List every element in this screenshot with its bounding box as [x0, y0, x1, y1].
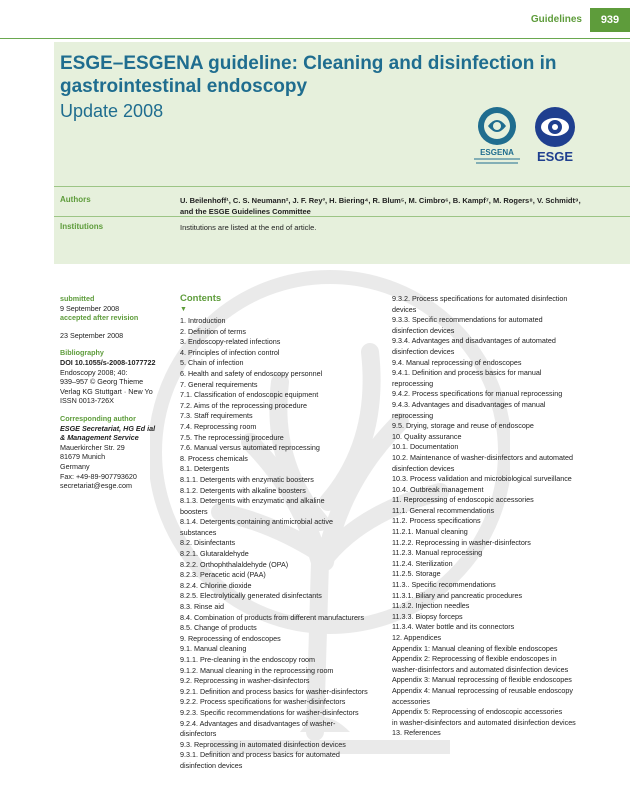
toc-entry[interactable]: 8.2.5. Electrolytically generated disinfectants — [180, 591, 322, 601]
toc-entry[interactable]: 7. General requirements — [180, 379, 258, 389]
toc-entry[interactable]: 9.3. Reprocessing in automated disinfection devices — [180, 739, 346, 749]
toc-entry[interactable]: disinfection devices — [392, 346, 455, 356]
toc-entry[interactable]: washer-disinfectors and automated disinfection devices — [392, 664, 569, 674]
toc-entry[interactable]: 9.3.2. Process specifications for automated disinfection — [392, 294, 568, 303]
toc-entry[interactable]: 11. Reprocessing of endoscopic accessories — [392, 495, 534, 505]
toc-entry[interactable]: 9.2.3. Specific recommendations for washer-disinfectors — [180, 707, 359, 717]
toc-entry[interactable]: 10.3. Process validation and microbiological surveillance — [392, 474, 572, 484]
toc-entry[interactable]: Appendix 5: Reprocessing of endoscopic accessories — [392, 707, 563, 717]
toc-entry[interactable]: 11.2.5. Storage — [392, 569, 441, 579]
submitted-label: submitted — [60, 294, 95, 303]
toc-entry[interactable]: 4. Principles of infection control — [180, 347, 280, 357]
toc-entry[interactable]: Appendix 4: Manual reprocessing of reusable endoscopy — [392, 685, 574, 695]
article-title: ESGE–ESGENA guideline: Cleaning and disinfection in gastrointestinal endoscopy — [60, 53, 557, 97]
toc-entry[interactable]: 11.2.3. Manual reprocessing — [392, 548, 483, 558]
toc-entry[interactable]: 8. Process chemicals — [180, 453, 248, 463]
institutions-text: Institutions are listed at the end of article. — [180, 223, 317, 232]
toc-entry[interactable]: Appendix 2: Reprocessing of flexible endoscopes in — [392, 654, 557, 664]
bibliography-label: Bibliography — [60, 348, 104, 358]
toc-entry[interactable]: 11.2.4. Sterilization — [392, 558, 453, 568]
toc-entry[interactable]: 7.1. Classification of endoscopic equipment — [180, 390, 319, 400]
toc-entry[interactable]: reprocessing — [392, 378, 434, 388]
toc-entry[interactable]: 11.2.1. Manual cleaning — [392, 527, 468, 537]
article-info-column — [60, 294, 172, 491]
toc-entry[interactable]: 3. Endoscopy-related infections — [180, 337, 281, 347]
triangle-down-icon: ▼ — [180, 306, 187, 313]
toc-entry[interactable]: 8.2.4. Chlorine dioxide — [180, 580, 252, 590]
doi: DOI 10.1055/s-2008-1077722 — [60, 357, 156, 367]
toc-entry[interactable]: 9.2.4. Advantages and disadvantages of washer- — [180, 718, 336, 728]
toc-entry[interactable]: 9.2. Reprocessing in washer-disinfectors — [180, 676, 310, 686]
toc-entry[interactable]: accessories — [392, 696, 430, 706]
toc-entry[interactable]: 10. Quality assurance — [392, 431, 462, 441]
toc-entry[interactable]: 13. References — [392, 728, 441, 738]
toc-entry[interactable]: 9.4.2. Process specifications for manual reprocessing — [392, 389, 563, 399]
toc-entry[interactable]: 11.3.2. Injection needles — [392, 601, 470, 611]
toc-entry[interactable]: 9.2.2. Process specifications for washer-disinfectors — [180, 697, 346, 707]
toc-entry[interactable]: 8.2.2. Orthophthalaldehyde (OPA) — [180, 559, 289, 569]
authors-line-2: and the ESGE Guidelines Committee — [180, 207, 311, 216]
toc-entry[interactable]: substances — [180, 527, 217, 537]
toc-entry[interactable]: 9.1.2. Manual cleaning in the reprocessing room — [180, 665, 334, 675]
toc-entry[interactable]: 11.3.4. Water bottle and its connectors — [392, 622, 515, 632]
toc-entry[interactable]: 9.3.1. Definition and process basics for automated — [180, 750, 340, 760]
page-number: 939 — [590, 8, 630, 32]
toc-entry[interactable]: 12. Appendices — [392, 633, 442, 642]
toc-entry[interactable]: Appendix 1: Manual cleaning of flexible endoscopes — [392, 643, 558, 653]
toc-entry[interactable]: 9.1.1. Pre-cleaning in the endoscopy room — [180, 655, 316, 664]
toc-entry[interactable]: 9.4. Manual reprocessing of endoscopes — [392, 357, 522, 367]
esge-logo-text: ESGE — [536, 149, 574, 164]
authors-divider — [54, 186, 630, 187]
toc-entry[interactable]: 9.3.3. Specific recommendations for automated — [392, 315, 543, 325]
toc-entry[interactable]: disinfectors — [180, 729, 217, 739]
corresponding-label: Corresponding author — [60, 413, 136, 423]
toc-entry[interactable]: 10.1. Documentation — [392, 442, 459, 452]
authors-label: Authors — [60, 195, 91, 204]
toc-entry[interactable]: disinfection devices — [392, 325, 455, 335]
toc-entry[interactable]: 11.3.3. Biopsy forceps — [392, 611, 463, 621]
toc-entry[interactable]: 8.1. Detergents — [180, 464, 230, 474]
authors-list — [180, 195, 600, 217]
toc-entry[interactable]: 9. Reprocessing of endoscopes — [180, 633, 281, 643]
fax: Fax: +49-89-907793620 — [60, 471, 137, 481]
accepted-date: 23 September 2008 — [60, 330, 124, 340]
toc-entry[interactable]: devices — [392, 304, 417, 314]
toc-entry[interactable]: 8.1.2. Detergents with alkaline boosters — [180, 485, 306, 495]
corresponding-org-1: ESGE Secretariat, HG Ed ial — [60, 423, 156, 433]
toc-entry[interactable]: 7.4. Reprocessing room — [180, 421, 257, 431]
toc-entry[interactable]: disinfection devices — [180, 760, 243, 770]
journal-citation: Endoscopy 2008; 40: — [60, 367, 128, 377]
toc-entry[interactable]: 11.1. General recommendations — [392, 505, 495, 515]
institutions-label: Institutions — [60, 222, 104, 231]
authors-line-1: U. Beilenhoff¹, C. S. Neumann², J. F. Rey³, H. Biering⁴, R. Blum⁵, M. Cimbro⁶, B. Kampf⁷, M. Rogers⁸, V. Schmidt⁹, — [180, 196, 581, 205]
toc-entry[interactable]: 8.5. Change of products — [180, 623, 257, 633]
contents-column-2 — [392, 294, 592, 739]
toc-entry[interactable]: 8.4. Combination of products from different manufacturers — [180, 612, 365, 622]
toc-entry[interactable]: Appendix 3: Manual reprocessing of flexible endoscopes — [392, 675, 572, 685]
toc-entry[interactable]: 7.5. The reprocessing procedure — [180, 432, 284, 442]
address-country: Germany — [60, 461, 90, 471]
toc-entry[interactable]: 8.3. Rinse aid — [180, 602, 224, 612]
toc-entry[interactable]: 7.2. Aims of the reprocessing procedure — [180, 400, 308, 410]
section-label: Guidelines — [530, 14, 582, 25]
toc-entry[interactable]: in washer-disinfectors and automated disinfection devices — [392, 717, 576, 727]
toc-entry[interactable]: 8.1.3. Detergents with enzymatic and alkaline — [180, 496, 325, 506]
page-range: 939–957 © Georg Thieme — [60, 377, 144, 387]
email-link[interactable]: secretariat@esge.com — [60, 481, 133, 491]
toc-entry[interactable]: 8.1.1. Detergents with enzymatic boosters — [180, 474, 314, 484]
toc-entry[interactable]: 8.2.3. Peracetic acid (PAA) — [180, 570, 266, 580]
issn: ISSN 0013-726X — [60, 396, 114, 406]
page-header — [0, 0, 630, 38]
toc-entry[interactable]: 9.4.1. Definition and process basics for manual — [392, 368, 542, 378]
toc-entry[interactable]: 9.1. Manual cleaning — [180, 644, 247, 654]
toc-entry[interactable]: 7.3. Staff requirements — [180, 411, 253, 421]
address-street: Mauerkircher Str. 29 — [60, 442, 125, 452]
toc-entry[interactable]: disinfection devices — [392, 463, 455, 473]
toc-entry[interactable]: 8.2.1. Glutaraldehyde — [180, 549, 249, 559]
submitted-date: 9 September 2008 — [60, 303, 120, 313]
toc-entry[interactable]: 9.5. Drying, storage and reuse of endoscope — [392, 421, 534, 431]
corresponding-org-2: & Management Service — [60, 433, 139, 443]
toc-entry[interactable]: 10.2. Maintenance of washer-disinfectors and automated — [392, 452, 573, 462]
toc-entry[interactable]: 11.3.. Specific recommendations — [392, 580, 496, 590]
contents-heading: Contents — [180, 293, 222, 304]
address-city: 81679 Munich — [60, 452, 106, 462]
toc-entry[interactable]: 9.3.4. Advantages and disadvantages of automated — [392, 336, 556, 346]
esgena-logo — [468, 104, 526, 166]
toc-entry[interactable]: 11.3.1. Biliary and pancreatic procedures — [392, 590, 523, 600]
toc-entry[interactable]: 7.6. Manual versus automated reprocessing — [180, 443, 320, 453]
toc-entry[interactable]: 11.2. Process specifications — [392, 516, 481, 526]
publisher: Verlag KG Stuttgart · New Yo — [60, 386, 153, 396]
toc-entry[interactable]: 9.4.3. Advantages and disadvantages of manual — [392, 399, 546, 409]
header-rule — [0, 38, 630, 39]
institutions-divider — [54, 216, 630, 217]
toc-entry[interactable]: 6. Health and safety of endoscopy personnel — [180, 368, 323, 378]
contents-column-1 — [180, 316, 385, 772]
toc-entry[interactable]: 1. Introduction — [180, 316, 226, 325]
esge-logo — [532, 106, 578, 164]
toc-entry[interactable]: 8.2. Disinfectants — [180, 538, 236, 548]
toc-entry[interactable]: 9.2.1. Definition and process basics for washer-disinfectors — [180, 686, 368, 696]
toc-entry[interactable]: 2. Definition of terms — [180, 326, 246, 336]
toc-entry[interactable]: reprocessing — [392, 410, 434, 420]
toc-entry[interactable]: boosters — [180, 506, 208, 516]
esgena-logo-text: ESGENA — [480, 148, 514, 157]
toc-entry[interactable]: 10.4. Outbreak management — [392, 484, 484, 494]
article-subtitle: Update 2008 — [60, 101, 164, 121]
accepted-label: accepted after revision — [60, 313, 139, 323]
toc-entry[interactable]: 8.1.4. Detergents containing antimicrobial active — [180, 517, 334, 527]
toc-entry[interactable]: 11.2.2. Reprocessing in washer-disinfectors — [392, 537, 531, 547]
toc-entry[interactable]: 5. Chain of infection — [180, 358, 244, 368]
